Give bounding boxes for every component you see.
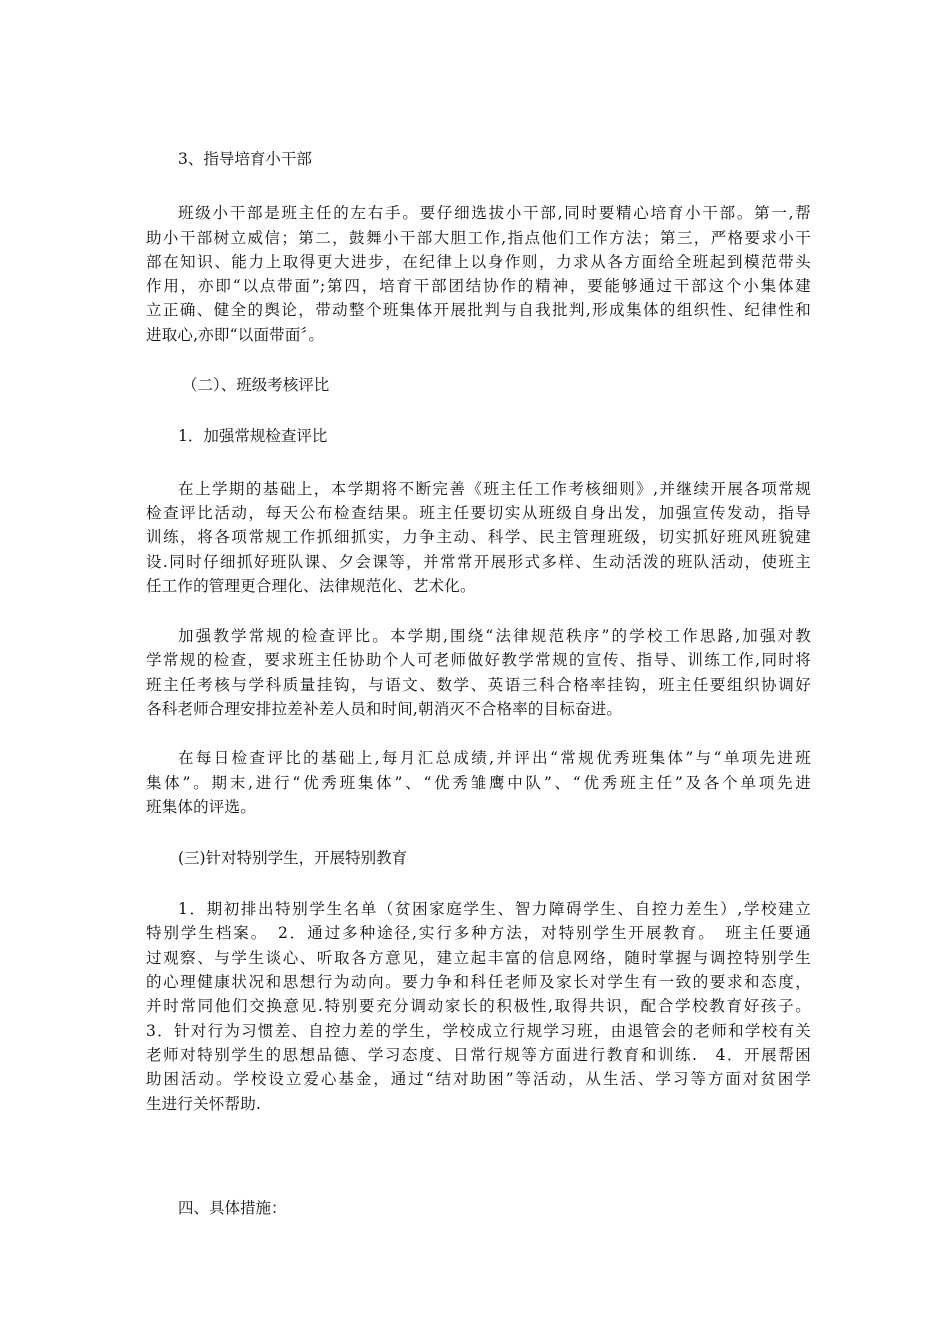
paragraph-line: 任工作的管理更合理化、法律规范化、艺术化。 (146, 577, 476, 595)
paragraph-line: 的心理健康状况和思想行为动向。要力争和科任老师及家长对学生有一致的要求和态度， (146, 973, 811, 991)
paragraph-line: 在上学期的基础上，本学期将不断完善《班主任工作考核细则》,并继续开展各项常规 (178, 480, 811, 498)
paragraph-line: 立正确、健全的舆论，带动整个班集体开展批判与自我批判,形成集体的组织性、纪律性和 (146, 301, 811, 319)
paragraph-line: 各科老师合理安排拉差补差人员和时间,朝消灭不合格率的目标奋进。 (146, 700, 623, 718)
paragraph-line: 检查评比活动，每天公布检查结果。班主任要切实从班级自身出发，加强宣传发动，指导 (146, 504, 811, 522)
section-heading-specific-measures: 四、具体措施： (178, 1199, 287, 1217)
paragraph-line: 并时常同他们交换意见.特别要充分调动家长的积极性,取得共识，配合学校教育好孩子。 (146, 997, 811, 1015)
paragraph-line: 助小干部树立威信；第二，鼓舞小干部大胆工作,指点他们工作方法；第三，严格要求小干 (146, 229, 811, 247)
paragraph-line: 学常规的检查，要求班主任协助个人可老师做好教学常规的宣传、指导、训练工作,同时将 (146, 651, 811, 669)
section-heading-class-assessment: （二）、班级考核评比 (182, 376, 330, 394)
paragraph-line: 生进行关怀帮助. (146, 1095, 262, 1113)
paragraph-line: 过观察、与学生谈心、听取各方意见，建立起丰富的信息网络，随时掌握与调控特别学生 (146, 949, 811, 967)
paragraph-line: 加强教学常规的检查评比。本学期,围绕“法律规范秩序”的学校工作思路,加强对教 (178, 627, 811, 645)
paragraph-line: 老师对特别学生的思想品德、学习态度、日常行规等方面进行教育和训练. 4．开展帮困 (146, 1046, 811, 1064)
section-heading-cadres: 3、指导培育小干部 (178, 150, 312, 168)
paragraph-line: 训练，将各项常规工作抓细抓实，力争主动、科学、民主管理班级，切实抓好班风班貌建 (146, 528, 811, 546)
section-heading-special-students: (三)针对特别学生，开展特别教育 (178, 849, 408, 867)
paragraph-line: 作用，亦即“以点带面”;第四，培育干部团结协作的精神，要能够通过干部这个小集体建 (146, 277, 811, 295)
paragraph-line: 班主任考核与学科质量挂钩，与语文、数学、英语三科合格率挂钩，班主任要组织协调好 (146, 676, 811, 694)
subsection-heading-routine-check: 1．加强常规检查评比 (178, 427, 328, 445)
paragraph-line: 特别学生档案。 2．通过多种途径,实行多种方法，对特别学生开展教育。 班主任要通 (146, 924, 811, 942)
paragraph-line: 设.同时仔细抓好班队课、夕会课等，并常常开展形式多样、生动活泼的班队活动，使班主 (146, 553, 811, 571)
paragraph-line: 进取心,亦即“以面带面〞。 (146, 326, 325, 344)
paragraph-line: 1．期初排出特别学生名单（贫困家庭学生、智力障碍学生、自控力差生）,学校建立 (178, 900, 811, 918)
paragraph-line: 班级小干部是班主任的左右手。要仔细选拔小干部,同时要精心培育小干部。第一,帮 (178, 204, 811, 222)
paragraph-line: 在每日检查评比的基础上,每月汇总成绩,并评出“常规优秀班集体”与“单项先进班 (178, 749, 811, 767)
paragraph-line: 3．针对行为习惯差、自控力差的学生，学校成立行规学习班，由退管会的老师和学校有关 (146, 1022, 811, 1040)
paragraph-line: 部在知识、能力上取得更大进步，在纪律上以身作则，力求从各方面给全班起到模范带头 (146, 253, 811, 271)
paragraph-line: 班集体的评选。 (146, 798, 256, 816)
paragraph-line: 助困活动。学校设立爱心基金，通过“结对助困”等活动，从生活、学习等方面对贫困学 (146, 1070, 811, 1088)
paragraph-line: 集体”。期末,进行“优秀班集体”、“优秀雏鹰中队”、“优秀班主任”及各个单项先进 (146, 774, 811, 792)
